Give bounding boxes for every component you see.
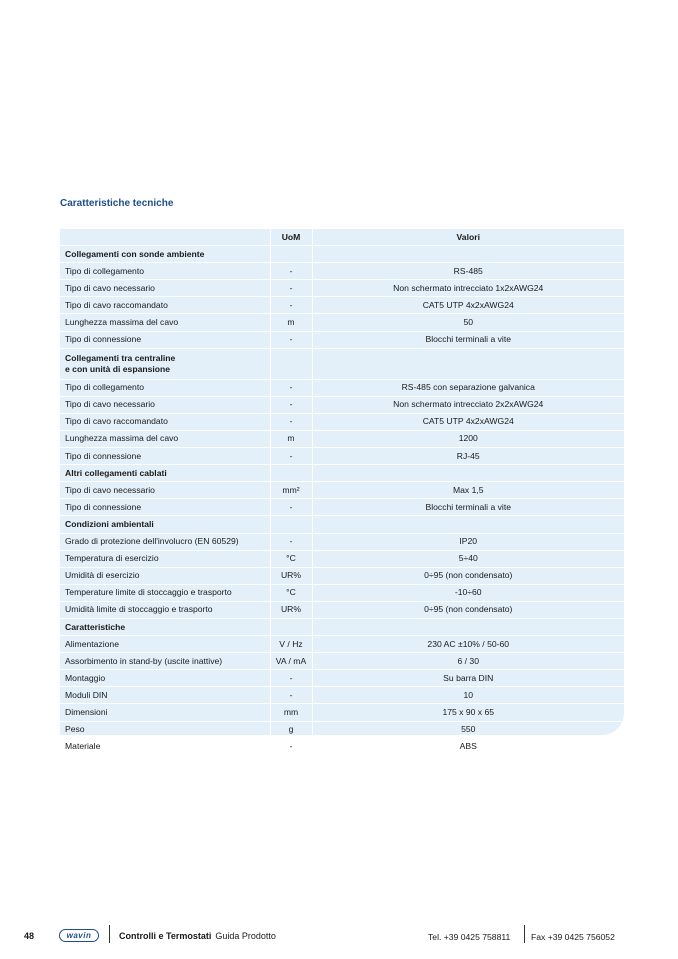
row-label	[60, 379, 270, 396]
row-label-text: Tipo di connessione	[65, 501, 142, 512]
table-row	[60, 430, 624, 447]
row-label	[60, 687, 270, 704]
row-label	[60, 533, 270, 550]
table-group-row	[60, 618, 624, 635]
header-value: Valori	[312, 229, 624, 246]
table-row	[60, 314, 624, 331]
row-label-text: Tipo di connessione	[65, 450, 142, 461]
row-value: 0÷95 (non condensato)	[312, 601, 624, 618]
row-value: IP20	[312, 533, 624, 550]
row-label	[60, 465, 270, 482]
row-uom: mm²	[270, 482, 312, 499]
row-value: 6 / 30	[312, 653, 624, 670]
row-label	[60, 297, 270, 314]
row-uom: -	[270, 379, 312, 396]
table-row	[60, 738, 624, 755]
footer-divider	[524, 925, 525, 943]
row-label	[60, 280, 270, 297]
row-uom: UR%	[270, 601, 312, 618]
row-label	[60, 636, 270, 653]
row-label-text: Altri collegamenti cablati	[65, 467, 167, 478]
row-label-text: Lunghezza massima del cavo	[65, 317, 179, 328]
table-header-row	[60, 229, 624, 246]
row-value: RS-485 con separazione galvanica	[312, 379, 624, 396]
table-row	[60, 636, 624, 653]
row-label-text: Caratteristiche	[65, 621, 126, 632]
row-label	[60, 550, 270, 567]
row-value: Max 1,5	[312, 482, 624, 499]
table-row	[60, 448, 624, 465]
row-label-text: Materiale	[65, 741, 101, 752]
page-footer	[0, 925, 678, 947]
row-uom: UR%	[270, 567, 312, 584]
row-label	[60, 738, 270, 755]
row-uom: -	[270, 297, 312, 314]
row-label	[60, 516, 270, 533]
table-group-row	[60, 246, 624, 263]
table-group-row	[60, 516, 624, 533]
row-label-text: Lunghezza massima del cavo	[65, 433, 179, 444]
row-uom: -	[270, 448, 312, 465]
row-value: 5÷40	[312, 550, 624, 567]
page-number: 48	[24, 931, 35, 941]
row-label-text: Tipo di cavo necessario	[65, 399, 155, 410]
row-label	[60, 263, 270, 280]
row-label-text: Condizioni ambientali	[65, 518, 154, 529]
table-row	[60, 601, 624, 618]
row-label	[60, 670, 270, 687]
row-value: 10	[312, 687, 624, 704]
row-uom: -	[270, 396, 312, 413]
row-uom: m	[270, 314, 312, 331]
table-group-row	[60, 348, 624, 379]
row-label-text: Tipo di collegamento	[65, 382, 144, 393]
row-uom: m	[270, 430, 312, 447]
row-value: 175 x 90 x 65	[312, 704, 624, 721]
row-label	[60, 413, 270, 430]
row-label-text: Temperature limite di stoccaggio e trasporto	[65, 587, 232, 598]
row-value: 1200	[312, 430, 624, 447]
row-label	[60, 331, 270, 348]
row-label	[60, 601, 270, 618]
row-label-text: Tipo di cavo raccomandato	[65, 416, 168, 427]
row-uom: mm	[270, 704, 312, 721]
row-value: ABS	[312, 738, 624, 755]
table-row	[60, 721, 624, 738]
row-label-text: Tipo di collegamento	[65, 265, 144, 276]
table-row	[60, 297, 624, 314]
row-value	[312, 465, 624, 482]
row-label-text: Montaggio	[65, 672, 106, 683]
row-label	[60, 618, 270, 635]
header-uom: UoM	[270, 229, 312, 246]
row-uom	[270, 516, 312, 533]
row-label-text: Alimentazione	[65, 638, 119, 649]
row-value: 0÷95 (non condensato)	[312, 567, 624, 584]
row-uom	[270, 348, 312, 379]
row-uom: -	[270, 280, 312, 297]
row-value: -10÷60	[312, 584, 624, 601]
footer-fax: Fax +39 0425 756052	[531, 932, 615, 942]
spec-table	[60, 229, 624, 756]
table-row	[60, 687, 624, 704]
row-uom: -	[270, 331, 312, 348]
row-value: 50	[312, 314, 624, 331]
row-label	[60, 348, 270, 379]
row-uom	[270, 465, 312, 482]
row-uom: -	[270, 499, 312, 516]
row-label	[60, 721, 270, 738]
row-value	[312, 246, 624, 263]
brand-subtitle: Guida Prodotto	[215, 931, 276, 941]
table-row	[60, 499, 624, 516]
row-label-text: Collegamenti con sonde ambiente	[65, 248, 205, 259]
table-row	[60, 379, 624, 396]
row-label-text: Tipo di cavo raccomandato	[65, 299, 168, 310]
row-uom: -	[270, 687, 312, 704]
table-group-row	[60, 465, 624, 482]
row-value: 550	[312, 721, 624, 738]
row-uom: VA / mA	[270, 653, 312, 670]
row-label-text: Dimensioni	[65, 706, 108, 717]
row-label	[60, 246, 270, 263]
row-label-text: Tipo di connessione	[65, 334, 142, 345]
row-label	[60, 567, 270, 584]
row-value	[312, 348, 624, 379]
row-value: Non schermato intrecciato 1x2xAWG24	[312, 280, 624, 297]
table-row	[60, 413, 624, 430]
table-row	[60, 396, 624, 413]
row-uom: -	[270, 413, 312, 430]
row-label-text: Peso	[65, 724, 85, 735]
table-row	[60, 331, 624, 348]
table-row	[60, 584, 624, 601]
row-value: RJ-45	[312, 448, 624, 465]
footer-brand	[119, 931, 276, 941]
row-label	[60, 482, 270, 499]
row-label	[60, 448, 270, 465]
brand-title: Controlli e Termostati	[119, 931, 212, 941]
row-value: CAT5 UTP 4x2xAWG24	[312, 413, 624, 430]
table-row	[60, 482, 624, 499]
row-value	[312, 618, 624, 635]
row-label-text: Moduli DIN	[65, 689, 108, 700]
row-label-text: Grado di protezione dell'involucro (EN 60529)	[65, 536, 239, 547]
row-uom: -	[270, 263, 312, 280]
row-uom: -	[270, 533, 312, 550]
wavin-logo: wavin	[59, 929, 99, 942]
footer-divider	[109, 925, 110, 943]
row-label	[60, 430, 270, 447]
table-row	[60, 550, 624, 567]
row-uom: -	[270, 738, 312, 755]
section-title: Caratteristiche tecniche	[60, 198, 174, 209]
row-label-text: Collegamenti tra centraline	[65, 352, 176, 363]
row-uom: -	[270, 670, 312, 687]
row-label	[60, 653, 270, 670]
row-value: Blocchi terminali a vite	[312, 499, 624, 516]
table-row	[60, 263, 624, 280]
table-row	[60, 567, 624, 584]
row-label-text: Umidità limite di stoccaggio e trasporto	[65, 604, 213, 615]
table-row	[60, 533, 624, 550]
row-label-text-2: e con unità di espansione	[65, 363, 171, 374]
row-uom: g	[270, 721, 312, 738]
table-row	[60, 704, 624, 721]
header-label	[60, 229, 270, 246]
row-value: RS-485	[312, 263, 624, 280]
row-value: Su barra DIN	[312, 670, 624, 687]
row-label	[60, 499, 270, 516]
row-uom: V / Hz	[270, 636, 312, 653]
row-label	[60, 314, 270, 331]
spec-table-container	[60, 229, 624, 752]
row-label	[60, 584, 270, 601]
row-value	[312, 516, 624, 533]
row-value: CAT5 UTP 4x2xAWG24	[312, 297, 624, 314]
row-uom	[270, 618, 312, 635]
footer-tel: Tel. +39 0425 758811	[428, 932, 511, 942]
row-value: Blocchi terminali a vite	[312, 331, 624, 348]
row-label	[60, 704, 270, 721]
row-uom: °C	[270, 550, 312, 567]
row-label-text: Umidità di esercizio	[65, 570, 140, 581]
row-label-text: Temperatura di esercizio	[65, 553, 159, 564]
row-label-text: Tipo di cavo necessario	[65, 484, 155, 495]
row-uom	[270, 246, 312, 263]
table-row	[60, 653, 624, 670]
table-row	[60, 280, 624, 297]
row-uom: °C	[270, 584, 312, 601]
row-label-text: Tipo di cavo necessario	[65, 282, 155, 293]
row-value: 230 AC ±10% / 50-60	[312, 636, 624, 653]
row-label	[60, 396, 270, 413]
row-label-text: Assorbimento in stand-by (uscite inattive)	[65, 655, 223, 666]
table-row	[60, 670, 624, 687]
row-value: Non schermato intrecciato 2x2xAWG24	[312, 396, 624, 413]
